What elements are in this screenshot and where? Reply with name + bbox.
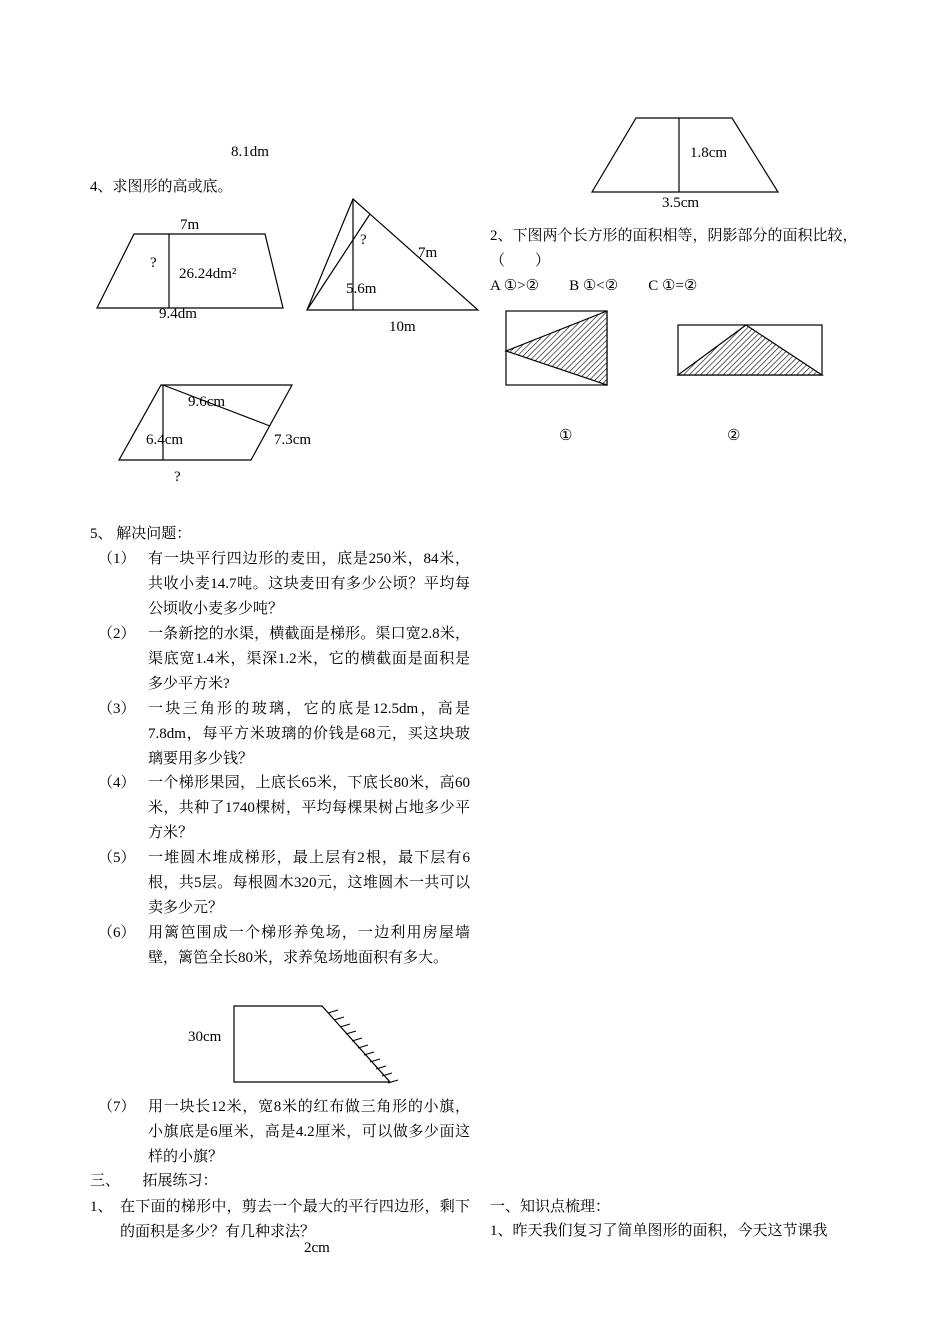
- problem-5-number: （5）: [98, 850, 136, 866]
- q5-title: 5、 解决问题：: [90, 526, 192, 542]
- trapezoid-question-label: ?: [150, 255, 157, 271]
- problem-7-text: 用一块长12米，宽8米的红布做三角形的小旗，小旗底是6厘米，高是4.2厘米，可以做多少面这样的小旗？: [148, 1099, 470, 1165]
- trapezoid-area-label: 26.24dm²: [179, 266, 237, 282]
- figure-1-label: ①: [559, 428, 573, 444]
- parallelogram-top-label: 9.6cm: [188, 394, 226, 410]
- top-dimension-label: 8.1dm: [231, 144, 269, 160]
- review-text: 1、昨天我们复习了简单图形的面积，今天这节课我: [490, 1223, 828, 1239]
- problem-5-text: 一堆圆木堆成梯形，最上层有2根，最下层有6根，共5层。每根圆木320元，这堆圆木一共可以卖多少元？: [148, 850, 470, 916]
- problem-3-text: 一块三角形的玻璃，它的底是12.5dm，高是7.8dm，每平方米玻璃的价钱是68元，买这块玻璃要用多少钱？: [148, 701, 470, 767]
- parallelogram-question-label: ?: [174, 469, 181, 485]
- triangle-shape: [307, 199, 478, 310]
- right-trapezoid-height-label: 1.8cm: [690, 145, 728, 161]
- q4-title: 4、求图形的高或底。: [90, 179, 233, 195]
- wall-hatching: [328, 1010, 398, 1083]
- triangle-question-label: ?: [360, 232, 367, 248]
- rectangle-figure-2: [672, 318, 827, 381]
- section-1-title: 一、知识点梳理：: [490, 1199, 611, 1215]
- fence-figure: [180, 998, 410, 1090]
- fence-shape: [234, 1006, 390, 1082]
- bottom-dimension-label: 2cm: [304, 1240, 330, 1256]
- problem-6-number: （6）: [98, 925, 136, 941]
- problem-2-number: （2）: [98, 626, 136, 642]
- right-trapezoid-base-label: 3.5cm: [662, 195, 700, 211]
- problem-1-text: 有一块平行四边形的麦田，底是250米，84米，共收小麦14.7吨。这块麦田有多少公顷？平均每公顷收小麦多少吨？: [148, 551, 470, 617]
- problem-6-text: 用篱笆围成一个梯形养兔场，一边利用房屋墙壁，篱笆全长80米，求养兔场地面积有多大。: [148, 925, 470, 966]
- triangle-height-label: 5.6m: [346, 281, 377, 297]
- q2-text: 2、下图两个长方形的面积相等，阴影部分的面积比较，（ ）: [490, 228, 858, 269]
- ext-1-text: 在下面的梯形中，剪去一个最大的平行四边形，剩下的面积是多少？有几种求法？: [120, 1199, 470, 1240]
- problem-3-number: （3）: [98, 701, 136, 717]
- rect-1-shaded-triangle: [506, 311, 607, 385]
- ext-1-number: 1、: [90, 1199, 113, 1215]
- parallelogram-height-label: 6.4cm: [146, 432, 184, 448]
- triangle-figure: [300, 192, 485, 337]
- problem-7-number: （7）: [98, 1099, 136, 1115]
- right-trapezoid-figure: [585, 110, 790, 215]
- trapezoid-top-label: 7m: [180, 217, 200, 233]
- q2-options: A ①>② B ①<② C ①=②: [490, 278, 698, 294]
- rectangle-figure-1: [500, 305, 615, 390]
- problem-4-text: 一个梯形果园，上底长65米，下底长80米，高60米，共种了1740棵树，平均每棵果树占地多少平方米？: [148, 775, 470, 841]
- problem-4-number: （4）: [98, 775, 136, 791]
- problem-1-number: （1）: [98, 551, 136, 567]
- trapezoid-bottom-label: 9.4dm: [159, 306, 197, 322]
- triangle-base-label: 10m: [389, 319, 416, 335]
- section-3-title: 三、 拓展练习：: [90, 1173, 218, 1189]
- fence-height-label: 30cm: [188, 1029, 222, 1045]
- parallelogram-side-label: 7.3cm: [274, 432, 312, 448]
- triangle-side-label: 7m: [418, 245, 438, 261]
- problem-2-text: 一条新挖的水渠，横截面是梯形。渠口宽2.8米，渠底宽1.4米，渠深1.2米，它的横截面是面积是多少平方米?: [148, 626, 470, 692]
- right-trapezoid-shape: [592, 118, 778, 192]
- parallelogram-figure: [110, 378, 325, 490]
- figure-2-label: ②: [727, 428, 741, 444]
- trapezoid-figure: [90, 212, 290, 327]
- rect-2-shaded-triangle: [678, 325, 822, 375]
